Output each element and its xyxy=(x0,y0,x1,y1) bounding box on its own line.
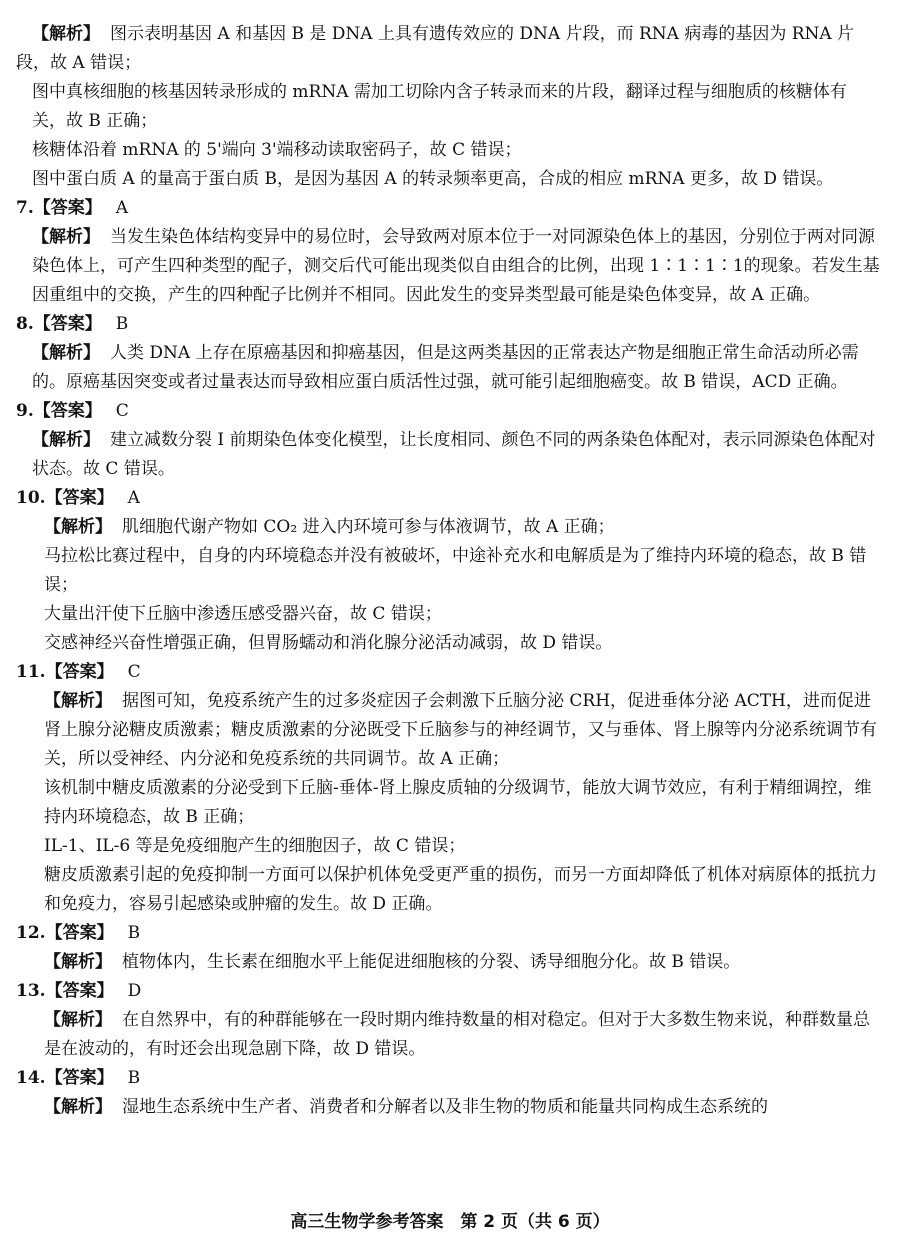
analysis-text: 植物体内，生长素在细胞水平上能促进细胞核的分裂、诱导细胞分化。故 B 错误。 xyxy=(122,952,741,972)
question-number: 8. xyxy=(16,314,34,334)
answer-value: B xyxy=(127,923,141,943)
answer-label: 【答案】 xyxy=(45,923,114,943)
analysis-label: 【解析】 xyxy=(44,517,112,537)
answer-label: 【答案】 xyxy=(45,1068,114,1088)
analysis-label: 【解析】 xyxy=(32,24,100,44)
answer-value: A xyxy=(127,488,140,508)
analysis-text: 据图可知，免疫系统产生的过多炎症因子会刺激下丘脑分泌 CRH，促进垂体分泌 ACTH，进而促进肾上腺分泌糖皮质激素；糖皮质激素的分泌既受下丘脑参与的神经调节，又与垂体、肾上腺等内分泌系统调节有关，所以受神经、内分泌和免疫系统的共同调节。故 A 正确； xyxy=(44,691,877,769)
question-12 xyxy=(16,919,880,977)
analysis-text: 该机制中糖皮质激素的分泌受到下丘脑-垂体-肾上腺皮质轴的分级调节，能放大调节效应，有利于精细调控，维持内环境稳态，故 B 正确； xyxy=(44,778,872,827)
question-number: 11. xyxy=(16,662,46,682)
answer-label: 【答案】 xyxy=(45,488,114,508)
question-number: 9. xyxy=(16,401,34,421)
question-8 xyxy=(16,310,880,397)
question-7 xyxy=(16,194,880,310)
analysis-label: 【解析】 xyxy=(44,691,112,711)
answer-value: C xyxy=(127,662,141,682)
analysis-text: 当发生染色体结构变异中的易位时，会导致两对原本位于一对同源染色体上的基因，分别位于两对同源染色体上，可产生四种类型的配子，测交后代可能出现类似自由组合的比例，出现 1∶1∶1∶1的现象。若发生基因重组中的交换，产生的四种配子比例并不相同。因此发生的变异类型最可能是染色体变异，故 A 正确。 xyxy=(32,227,880,305)
question-number: 7. xyxy=(16,198,34,218)
analysis-text: 马拉松比赛过程中，自身的内环境稳态并没有被破坏，中途补充水和电解质是为了维持内环境的稳态，故 B 错误； xyxy=(44,546,867,595)
analysis-text: 湿地生态系统中生产者、消费者和分解者以及非生物的物质和能量共同构成生态系统的 xyxy=(122,1097,768,1117)
answer-value: D xyxy=(127,981,142,1001)
question-14 xyxy=(16,1064,880,1122)
q6-line-1: 图示表明基因 A 和基因 B 是 DNA 上具有遗传效应的 DNA 片段，而 RNA 病毒的基因为 RNA 片段，故 A 错误； xyxy=(16,24,855,73)
answer-value: C xyxy=(115,401,129,421)
question-number: 10. xyxy=(16,488,46,508)
analysis-label: 【解析】 xyxy=(32,430,100,450)
analysis-text: 肌细胞代谢产物如 CO₂ 进入内环境可参与体液调节，故 A 正确； xyxy=(122,517,615,537)
analysis-text: 在自然界中，有的种群能够在一段时期内维持数量的相对稳定。但对于大多数生物来说，种群数量总是在波动的，有时还会出现急剧下降，故 D 错误。 xyxy=(44,1010,870,1059)
page-content xyxy=(16,20,880,1122)
analysis-label: 【解析】 xyxy=(32,343,100,363)
analysis-text: IL-1、IL-6 等是免疫细胞产生的细胞因子，故 C 错误； xyxy=(44,836,466,856)
question-number: 12. xyxy=(16,923,46,943)
answer-label: 【答案】 xyxy=(33,314,102,334)
answer-value: B xyxy=(115,314,129,334)
analysis-text: 人类 DNA 上存在原癌基因和抑癌基因，但是这两类基因的正常表达产物是细胞正常生命活动所必需的。原癌基因突变或者过量表达而导致相应蛋白质活性过强，就可能引起细胞癌变。故 B 错误，ACD 正确。 xyxy=(32,343,859,392)
answer-label: 【答案】 xyxy=(45,662,114,682)
question-10 xyxy=(16,484,880,658)
answer-label: 【答案】 xyxy=(33,198,102,218)
analysis-text: 交感神经兴奋性增强正确，但胃肠蠕动和消化腺分泌活动减弱，故 D 错误。 xyxy=(44,633,613,653)
analysis-text: 大量出汗使下丘脑中渗透压感受器兴奋，故 C 错误； xyxy=(44,604,442,624)
q6-line-2: 图中真核细胞的核基因转录形成的 mRNA 需加工切除内含子转录而来的片段，翻译过程与细胞质的核糖体有关，故 B 正确； xyxy=(32,82,847,131)
q6-line-4: 图中蛋白质 A 的量高于蛋白质 B，是因为基因 A 的转录频率更高，合成的相应 mRNA 更多，故 D 错误。 xyxy=(32,169,834,189)
answer-value: A xyxy=(115,198,129,218)
question-number: 14. xyxy=(16,1068,46,1088)
question-9 xyxy=(16,397,880,484)
answer-label: 【答案】 xyxy=(33,401,102,421)
q6-analysis xyxy=(16,20,880,194)
analysis-label: 【解析】 xyxy=(44,1097,112,1117)
question-13 xyxy=(16,977,880,1064)
question-number: 13. xyxy=(16,981,46,1001)
analysis-label: 【解析】 xyxy=(32,227,100,247)
answer-value: B xyxy=(127,1068,141,1088)
answer-label: 【答案】 xyxy=(45,981,114,1001)
q6-line-3: 核糖体沿着 mRNA 的 5'端向 3'端移动读取密码子，故 C 错误； xyxy=(32,140,522,160)
analysis-label: 【解析】 xyxy=(44,1010,112,1030)
page-footer: 高三生物学参考答案 第 2 页（共 6 页） xyxy=(290,1212,610,1232)
analysis-text: 建立减数分裂 I 前期染色体变化模型，让长度相同、颜色不同的两条染色体配对，表示同源染色体配对状态。故 C 错误。 xyxy=(32,430,876,479)
question-11 xyxy=(16,658,880,919)
analysis-label: 【解析】 xyxy=(44,952,112,972)
analysis-text: 糖皮质激素引起的免疫抑制一方面可以保护机体免受更严重的损伤，而另一方面却降低了机体对病原体的抵抗力和免疫力，容易引起感染或肿瘤的发生。故 D 正确。 xyxy=(44,865,877,914)
